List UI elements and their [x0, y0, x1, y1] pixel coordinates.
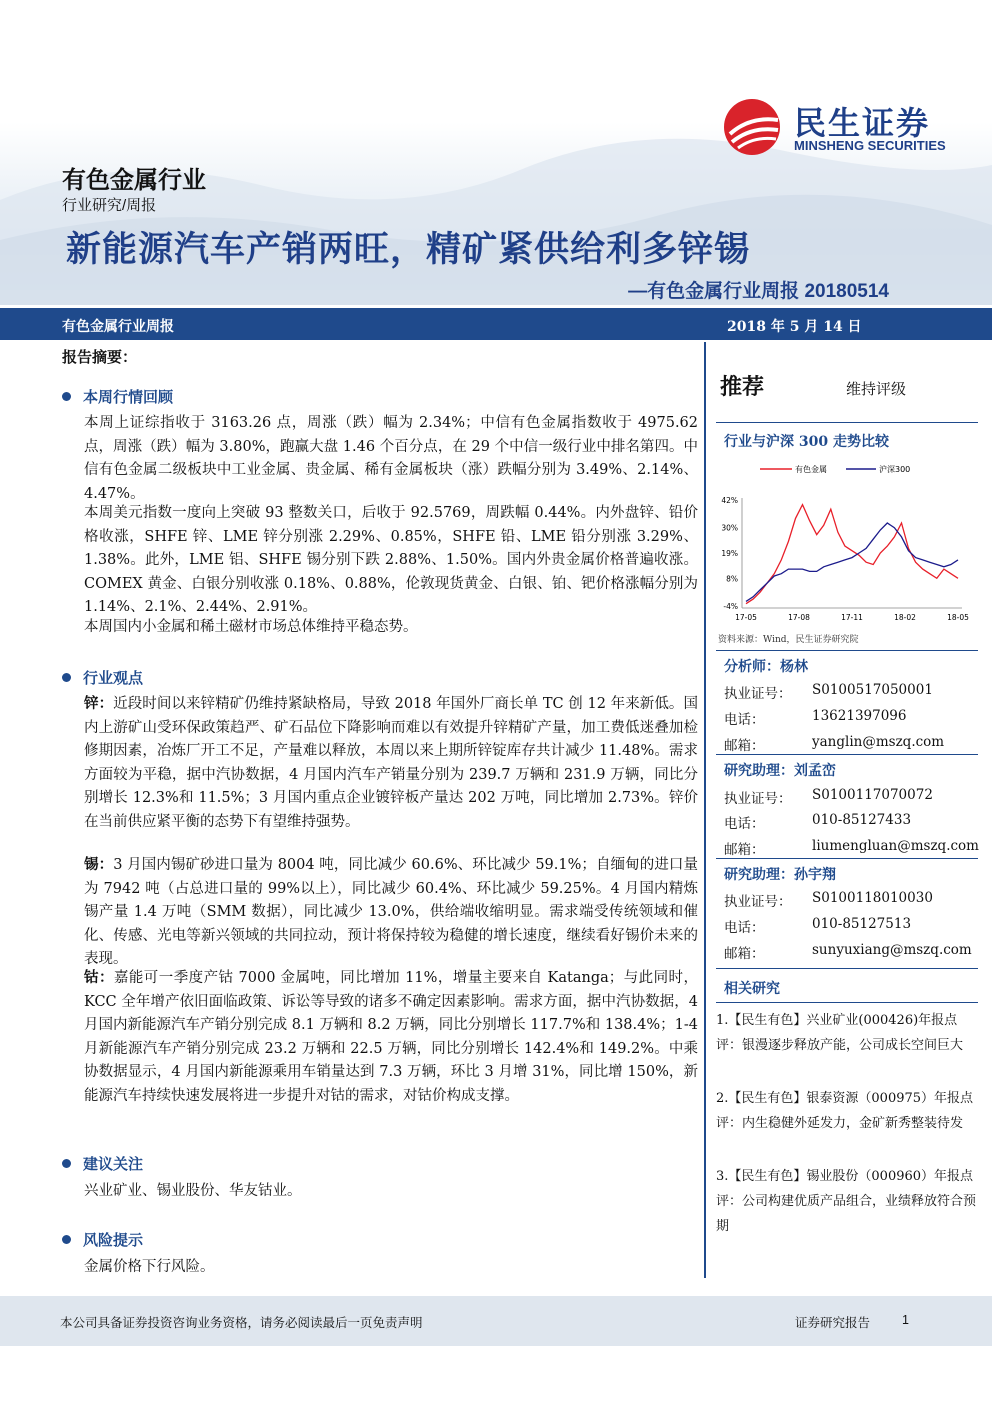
- brand-name-en: MINSHENG SECURITIES: [794, 138, 946, 153]
- series-lines: [746, 505, 958, 604]
- related-item[interactable]: 3.【民生有色】锡业股份（000960）年报点评：公司构建优质产品组合，业绩释放符合预期: [716, 1169, 977, 1234]
- market-paragraph-1: 本周上证综指收于 3163.26 点，周涨（跌）幅为 2.34%；中信有色金属指数收于 4975.62 点，周涨（跌）幅为 3.80%，跑赢大盘 1.46 个百分点，在 29 个中信一级行业中排名第四。中信有色金属二级板块中工业金属、贵金属、稀有金属板块（涨）跌幅分别为 3.49%、2.14%、4.47%。: [84, 415, 698, 502]
- y-ticks: [721, 496, 738, 611]
- rating: 推荐: [720, 374, 765, 400]
- report-category: 行业研究/周报: [62, 197, 157, 214]
- logo-mark-icon: [722, 98, 784, 156]
- industry-name: 有色金属行业: [62, 167, 206, 194]
- section-heading-market: 本周行情回顾: [62, 386, 173, 407]
- bullet-icon: [62, 673, 71, 682]
- chart-source: 资料来源：Wind，民生证券研究院: [718, 635, 859, 645]
- analyst-license: 执业证号： S0100517050001: [724, 682, 933, 702]
- column-divider: [704, 342, 706, 1278]
- cobalt-paragraph: 钴：嘉能可一季度产钴 7000 金属吨，同比增加 11%，增量主要来自 Katanga；与此同时，KCC 全年增产依旧面临政策、诉讼等导致的诸多不确定因素影响。需求方面，据中汽协数据，4 月国内新能源汽车产销分别完成 8.1 万辆和 8.2 万辆，同比分别增长 117.7%和 138.4%；1-4 月新能源汽车产销分别完成 23.2 万辆和 22.5 万辆，同比分别增长 142.4%和 149.2%。中乘协数据显示，4 月国内新能源乘用车销量达到 7.3 万辆，环比 3 月增 31%，同比增 150%，新能源汽车持续快速发展将进一步提升对钴的需求，对钴价构成支撑。: [84, 969, 699, 1104]
- x-tick-label: 17-08: [788, 613, 810, 622]
- market-paragraph-2: 本周美元指数一度向上突破 93 整数关口，后收于 92.5769，周跌幅 0.44%。内外盘锌、铅价格收涨，SHFE 锌、LME 锌分别涨 2.29%、0.85%，SHFE 铅、LME 铅分别涨 3.29%、1.38%。此外，LME 铝、SHFE 锡分别下跌 2.88%、1.50%。国内外贵金属价格普遍收涨。COMEX 黄金、白银分别收涨 0.18%、0.88%，伦敦现货黄金、白银、铂、钯价格涨幅分别为 1.14%、2.1%、2.44%、2.91%。: [84, 505, 698, 615]
- divider: [716, 968, 978, 969]
- assistant2-phone: 电话： 010-85127513: [724, 916, 912, 936]
- report-title: 新能源汽车产销两旺，精矿紧供给利多锌锡: [66, 230, 751, 269]
- title-bar-label: 有色金属行业周报: [62, 319, 174, 335]
- assistant1-label: 研究助理：刘孟峦: [724, 763, 836, 779]
- footer: [0, 1296, 992, 1346]
- bullet-icon: [62, 392, 71, 401]
- footer-disclaimer: 本公司具备证券投资咨询业务资格，请务必阅读最后一页免责声明: [60, 1316, 423, 1330]
- section-heading-view: 行业观点: [62, 667, 143, 688]
- cobalt-lead: 钴：: [84, 969, 114, 986]
- risk-paragraph: 金属价格下行风险。: [84, 1259, 215, 1275]
- tin-paragraph: 锡：3 月国内锡矿砂进口量为 8004 吨，同比减少 60.6%、环比减少 59.1%；自缅甸的进口量为 7942 吨（占总进口量的 99%以上），同比减少 60.4%、环比减少 59.25%。4 月国内精炼锡产量 1.4 万吨（SMM 数据），同比减少 13.0%，供给端收缩明显。需求端受传统领域和催化、传感、光电等新兴领域的共同拉动，预计将保持较为稳健的增长速度，继续看好锡价未来的表现。: [84, 856, 699, 967]
- related-item[interactable]: 2.【民生有色】银泰资源（000975）年报点评：内生稳健外延发力，金矿新秀整装待发: [716, 1091, 974, 1131]
- divider: [716, 858, 978, 859]
- y-tick-label: 42%: [721, 496, 738, 505]
- divider: [716, 650, 978, 651]
- analyst-phone: 电话： 13621397096: [724, 708, 907, 728]
- report-subtitle: —有色金属行业周报 20180514: [628, 281, 889, 302]
- section-heading-recommend: 建议关注: [62, 1153, 143, 1174]
- rating-note: 维持评级: [846, 381, 907, 398]
- x-tick-label: 17-11: [841, 613, 863, 622]
- analyst-label: 分析师：杨林: [724, 659, 808, 675]
- legend-label-industry: 有色金属: [795, 465, 827, 474]
- footer-label: 证券研究报告: [795, 1316, 871, 1330]
- page-number: 1: [902, 1313, 909, 1327]
- assistant1-license: 执业证号： S0100117070072: [724, 787, 933, 807]
- x-ticks: [735, 613, 969, 622]
- bullet-icon: [62, 1159, 71, 1168]
- y-tick-label: 8%: [726, 574, 738, 584]
- report-date: 2018 年 5 月 14 日: [727, 319, 862, 335]
- divider: [716, 754, 978, 755]
- legend-label-hs300: 沪深300: [879, 465, 911, 474]
- tin-lead: 锡：: [84, 856, 114, 873]
- bullet-icon: [62, 1235, 71, 1244]
- assistant2-email: 邮箱： sunyuxiang@mszq.com: [724, 942, 972, 962]
- summary-heading: 报告摘要：: [62, 348, 138, 366]
- assistant2-license: 执业证号： S0100118010030: [724, 890, 933, 910]
- divider: [716, 422, 978, 423]
- assistant2-label: 研究助理：孙宇翔: [724, 867, 836, 883]
- related-label: 相关研究: [724, 981, 780, 997]
- y-tick-label: -4%: [723, 602, 738, 611]
- trend-chart: [716, 458, 978, 633]
- related-item[interactable]: 1.【民生有色】兴业矿业(000426)年报点评：银漫逐步释放产能，公司成长空间巨大: [716, 1013, 964, 1053]
- series-line-0: [746, 505, 958, 604]
- y-tick-label: 30%: [721, 523, 738, 533]
- zinc-paragraph: 锌：近段时间以来锌精矿仍维持紧缺格局，导致 2018 年国外厂商长单 TC 创 12 年来新低。国内上游矿山受环保政策趋严、矿石品位下降影响而难以有效提升锌精矿产量，加工费低迷叠加检修期因素，冶炼厂开工不足，产量难以释放，本周以来上期所锌锭库存共计减少 11.48%。需求方面较为平稳，据中汽协数据，4 月国内汽车产销量分别为 239.7 万辆和 231.9 万辆，同比分别增长 12.3%和 11.5%；3 月国内重点企业镀锌板产量达 202 万吨，同比增加 2.73%。锌价在当前供应紧平衡的态势下有望维持强势。: [84, 695, 698, 830]
- chart-legend: [760, 464, 910, 474]
- section-heading-risk: 风险提示: [62, 1229, 143, 1250]
- divider: [716, 1002, 978, 1003]
- brand-logo: [722, 98, 952, 158]
- assistant1-email: 邮箱： liumengluan@mszq.com: [724, 838, 979, 858]
- chart-title: 行业与沪深 300 走势比较: [724, 434, 889, 450]
- assistant1-phone: 电话： 010-85127433: [724, 812, 912, 832]
- recommend-paragraph: 兴业矿业、锡业股份、华友钴业。: [84, 1183, 302, 1199]
- x-tick-label: 18-02: [894, 613, 916, 622]
- zinc-lead: 锌：: [84, 695, 114, 712]
- y-tick-label: 19%: [721, 549, 738, 558]
- series-line-1: [746, 523, 958, 601]
- x-tick-label: 18-05: [947, 613, 969, 622]
- title-bar: [0, 308, 992, 340]
- x-tick-label: 17-05: [735, 613, 757, 622]
- market-paragraph-3: 本周国内小金属和稀土磁材市场总体维持平稳态势。: [84, 619, 418, 635]
- analyst-email: 邮箱： yanglin@mszq.com: [724, 734, 945, 754]
- brand-name-cn: 民生证券: [794, 105, 931, 141]
